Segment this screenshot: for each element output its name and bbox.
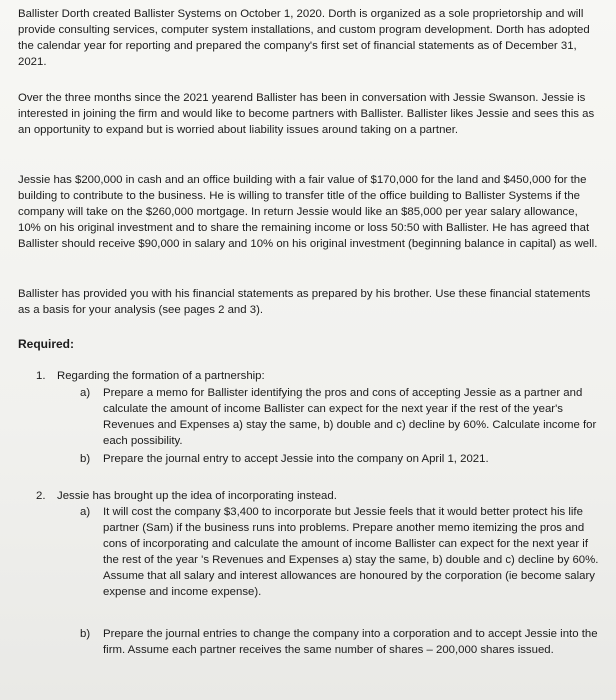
question-text: Regarding the formation of a partnership:: [57, 370, 265, 382]
part-text: It will cost the company $3,400 to incorporate but Jessie feels that it would better protect his life partner (Sam) if the business runs into problems. Prepare another memo itemizing the pros and cons of incorporating and calculate the amount of income Ballister can expect for the next year if the rest of the year 's Revenues and Expenses a) stay the same, b) double and c) decline by 60%. Assume that all salary and interest allowances are honoured by the corporation (ie become salary expense and income expense).: [103, 506, 599, 599]
paragraph-intro: Ballister Dorth created Ballister Systems on October 1, 2020. Dorth is organized as a sole proprietorship and will provide consulting services, computer system installations, and custom program development. Dorth has adopted the calendar year for reporting and prepared the company's first set of financial statements as of December 31, 2021.: [18, 8, 590, 69]
paragraph-contribution: Jessie has $200,000 in cash and an office building with a fair value of $170,000 for the land and $450,000 for the building to contribute to the business. He is willing to transfer title of the office building to Ballister Systems if the company will take on the $260,000 mortgage. In return Jessie would like an $85,000 per year salary allowance, 10% on his original investment and to share the remaining income or loss 50:50 with Ballister. He has agreed that Ballister should receive $90,000 in salary and 10% on his original investment (beginning balance in capital) as well.: [18, 174, 598, 251]
required-heading: Required:: [18, 337, 75, 351]
question-number: 1.: [36, 370, 46, 382]
paragraph-financial-statements: Ballister has provided you with his financial statements as prepared by his brother. Use these financial statements as a basis for your analysis (see pages 2 and 3).: [18, 288, 591, 317]
part-text: Prepare the journal entry to accept Jessie into the company on April 1, 2021.: [103, 453, 489, 465]
part-label: b): [80, 453, 91, 465]
part-label: a): [80, 506, 91, 518]
part-label: a): [80, 387, 91, 399]
part-text: Prepare the journal entries to change the company into a corporation and to accept Jessie into the firm. Assume each partner receives the same number of shares – 200,000 shares issued.: [103, 628, 598, 657]
question-number: 2.: [36, 490, 46, 502]
part-text: Prepare a memo for Ballister identifying the pros and cons of accepting Jessie as a partner and calculate the amount of income Ballister can expect for the next year if the rest of the year's Revenues and Expenses a) stay the same, b) double and c) decline by 60%. Calculate income for each possibility.: [103, 387, 597, 448]
question-text: Jessie has brought up the idea of incorporating instead.: [57, 490, 337, 502]
part-label: b): [80, 628, 91, 640]
paragraph-conversation: Over the three months since the 2021 yearend Ballister has been in conversation with Jessie Swanson. Jessie is interested in joining the firm and would like to become partners with Ballister. Ballister likes Jessie and sees this as an opportunity to expand but is worried about liability issues around taking on a partner.: [18, 92, 595, 137]
